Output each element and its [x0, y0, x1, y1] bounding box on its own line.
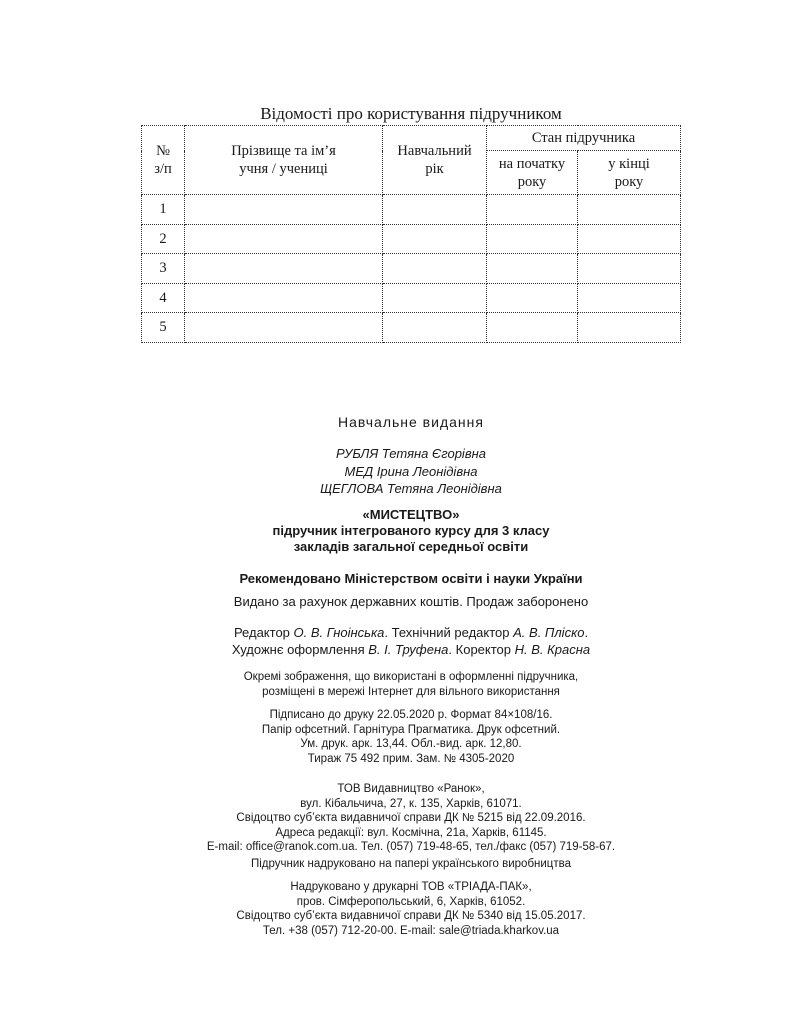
printer-4: Тел. +38 (057) 712-20-00. E-mail: sale@triada.kharkov.ua — [262, 924, 560, 937]
row-num-cell: 3 — [142, 254, 185, 284]
book-title: «МИСТЕЦТВО» — [362, 507, 460, 522]
print-info-3: Ум. друк. арк. 13,44. Обл.-вид. арк. 12,80. — [300, 738, 522, 750]
publisher-2: вул. Кібальчича, 27, к. 135, Харків, 61071. — [300, 797, 522, 810]
year-cell[interactable] — [383, 254, 487, 284]
art-label: Художнє оформлення — [231, 642, 369, 657]
row-num-cell: 1 — [142, 195, 185, 225]
row-num-cell: 4 — [142, 283, 185, 313]
paper-note — [0, 857, 788, 872]
start-cell[interactable] — [487, 283, 578, 313]
print-info-1: Підписано до друку 22.05.2020 р. Формат 84×108/16. — [269, 709, 553, 721]
year-cell[interactable] — [383, 224, 487, 254]
row-num-cell: 2 — [142, 224, 185, 254]
tech-editor-label: . Технічний редактор — [384, 625, 514, 640]
images-note-1: Окремі зображення, що використані в оформленні підручника, — [243, 671, 579, 683]
author-3: ЩЕГЛОВА Тетяна Леонідівна — [320, 481, 502, 496]
staff-line-1-end: . — [584, 625, 589, 640]
year-cell[interactable] — [383, 283, 487, 313]
end-cell[interactable] — [578, 224, 681, 254]
row-num-cell: 5 — [142, 313, 185, 343]
header-start: на початку року — [487, 151, 578, 195]
paper-note-text: Підручник надруковано на папері українського виробництва — [250, 858, 572, 870]
publisher-3: Свідоцтво суб’єкта видавничої справи ДК № 5215 від 22.09.2016. — [236, 812, 586, 824]
tech-editor-name: А. В. Пліско — [513, 625, 585, 640]
table-title: Відомості про користування підручником — [260, 104, 562, 123]
recommended-text: Рекомендовано Міністерством освіти і науки України — [239, 571, 583, 586]
recommendation — [0, 570, 788, 587]
table-row — [142, 283, 681, 313]
start-cell[interactable] — [487, 195, 578, 225]
publisher-info — [0, 782, 788, 855]
table-row — [142, 195, 681, 225]
start-cell[interactable] — [487, 313, 578, 343]
art-name: В. І. Труфена — [368, 642, 449, 657]
staff-line-1 — [0, 624, 788, 641]
authors — [0, 445, 788, 498]
print-info-4: Тираж 75 492 прим. Зам. № 4305-2020 — [307, 752, 515, 765]
printer-info — [0, 880, 788, 938]
header-num: № з/п — [142, 126, 185, 195]
author-1: РУБЛЯ Тетяна Єгорівна — [335, 446, 486, 461]
printer-1: Надруковано у друкарні ТОВ «ТРІАДА-ПАК», — [290, 881, 532, 893]
end-cell[interactable] — [578, 195, 681, 225]
header-name: Прізвище та ім’я учня / учениці — [185, 126, 383, 195]
printer-2: пров. Сімферопольський, 6, Харків, 61052. — [296, 895, 526, 908]
corrector-name: Н. В. Красна — [514, 642, 591, 657]
book-subtitle-2: закладів загальної середньої освіти — [293, 539, 529, 554]
publisher-4: Адреса редакції: вул. Космічна, 21а, Харків, 61145. — [275, 826, 547, 839]
start-cell[interactable] — [487, 254, 578, 284]
name-cell[interactable] — [185, 195, 383, 225]
print-info-2: Папір офсетний. Гарнітура Прагматика. Друк офсетний. — [261, 723, 561, 736]
publisher-1: ТОВ Видавництво «Ранок», — [337, 783, 485, 795]
corrector-label: . Коректор — [448, 642, 515, 657]
table-row — [142, 313, 681, 343]
name-cell[interactable] — [185, 283, 383, 313]
print-info — [0, 708, 788, 766]
header-end: у кінці року — [578, 151, 681, 195]
end-cell[interactable] — [578, 254, 681, 284]
book-title-block — [0, 506, 788, 555]
name-cell[interactable] — [185, 254, 383, 284]
edition-type-text: Навчальне видання — [338, 414, 484, 430]
header-condition: Стан підручника — [487, 126, 681, 151]
staff-line-2 — [0, 641, 788, 658]
end-cell[interactable] — [578, 283, 681, 313]
name-cell[interactable] — [185, 313, 383, 343]
table-row — [142, 224, 681, 254]
end-cell[interactable] — [578, 313, 681, 343]
author-2: МЕД Ірина Леонідівна — [344, 463, 478, 479]
table-body — [142, 195, 681, 343]
printer-3: Свідоцтво суб’єкта видавничої справи ДК № 5340 від 15.05.2017. — [236, 910, 586, 922]
table-row — [142, 254, 681, 284]
funding — [0, 593, 788, 610]
year-cell[interactable] — [383, 313, 487, 343]
images-note-2: розміщені в мережі Інтернет для вільного використання — [262, 685, 560, 698]
header-year: Навчальний рік — [383, 126, 487, 195]
year-cell[interactable] — [383, 195, 487, 225]
usage-table — [141, 125, 681, 343]
start-cell[interactable] — [487, 224, 578, 254]
editor-label: Редактор — [233, 625, 294, 640]
edition-type — [0, 414, 788, 431]
book-subtitle-1: підручник інтегрованого курсу для 3 класу — [272, 523, 550, 538]
name-cell[interactable] — [185, 224, 383, 254]
images-note — [0, 670, 788, 699]
publisher-5: E-mail: office@ranok.com.ua. Тел. (057) 719-48-65, тел./факс (057) 719-58-67. — [206, 841, 616, 853]
staff — [0, 624, 788, 658]
funding-text: Видано за рахунок державних коштів. Продаж заборонено — [233, 594, 589, 609]
editor-name: О. В. Гноінська — [293, 625, 385, 640]
